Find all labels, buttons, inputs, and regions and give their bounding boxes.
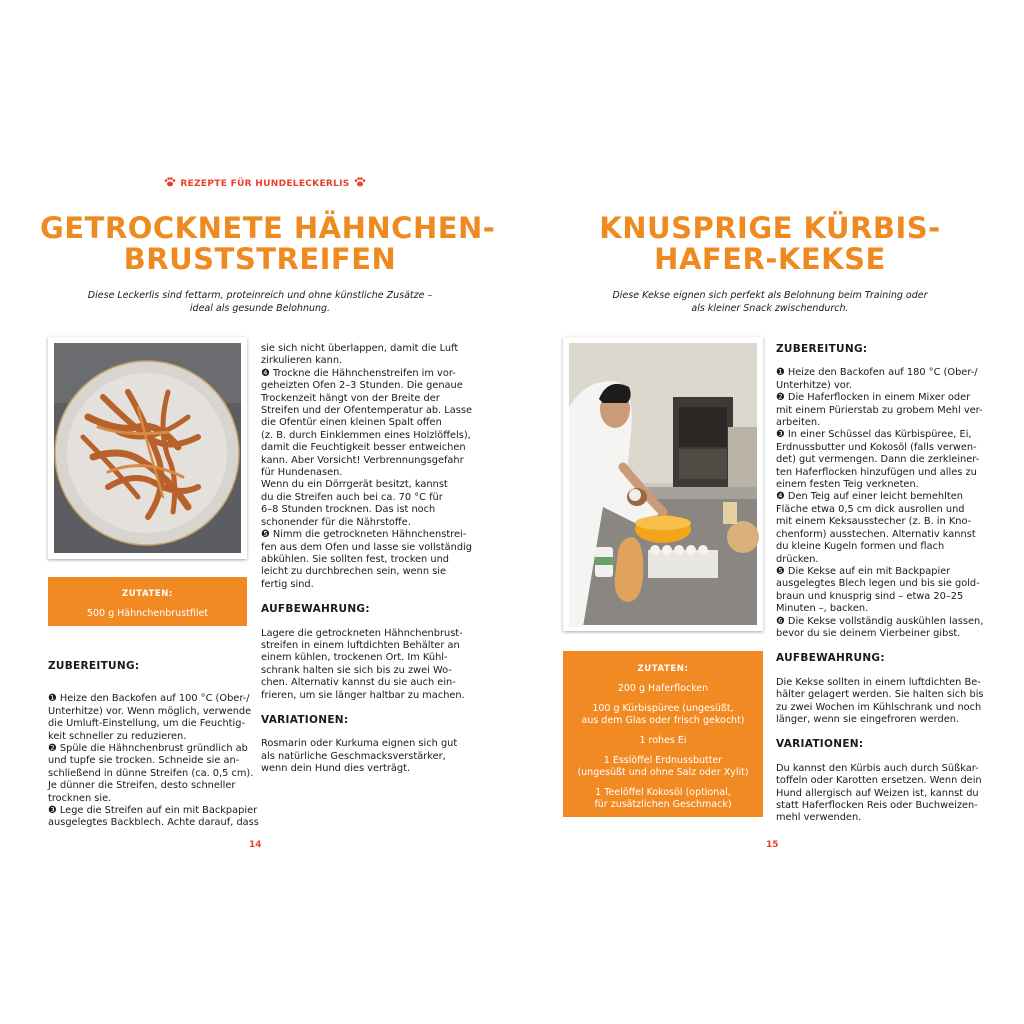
prep-heading: ZUBEREITUNG: <box>48 660 140 672</box>
text-line: schließend in dünne Streifen (ca. 0,5 cm). <box>48 767 254 779</box>
text-line: keit schneller zu reduzieren. <box>48 730 187 742</box>
subtitle-line: ideal als gesunde Belohnung. <box>189 303 331 314</box>
text-line: ausgelegtes Blech legen und bis sie gold- <box>776 578 980 590</box>
page-number: 14 <box>249 840 262 850</box>
storage-heading: AUFBEWAHRUNG: <box>261 603 370 616</box>
ingredient-item: 200 g Haferflocken <box>617 683 709 694</box>
text-line: hälter gelagert werden. Sie halten sich bis <box>776 689 984 701</box>
ingredients-title: ZUTATEN: <box>637 664 689 674</box>
text-line: Rosmarin oder Kurkuma eignen sich gut <box>261 738 458 750</box>
recipe-subtitle <box>560 289 980 315</box>
recipe-title <box>550 213 990 275</box>
text-line: ❷ Die Haferflocken in einem Mixer oder <box>776 392 971 404</box>
text-line: Unterhitze) vor. Wenn möglich, verwende <box>48 705 252 717</box>
ingredient-list <box>563 683 763 811</box>
ingredient-item: 100 g Kürbispüree (ungesüßt, aus dem Glas oder frisch gekocht) <box>581 703 745 726</box>
text-line: (z. B. durch Einklemmen eines Holzlöffels), <box>261 429 471 441</box>
ingredient-item: 500 g Hähnchenbrustfilet <box>86 608 209 619</box>
text-line: die Umluft-Einstellung, um die Feuchtig- <box>48 718 245 730</box>
text-line: für Hundenasen. <box>261 467 343 479</box>
text-line: ❹ Trockne die Hähnchenstreifen im vor- <box>261 367 456 379</box>
text-line: Je dünner die Streifen, desto schneller <box>48 780 236 792</box>
subtitle-line: Diese Kekse eignen sich perfekt als Belohnung beim Training oder <box>612 290 928 301</box>
text-line: Unterhitze) vor. <box>776 379 853 391</box>
running-header <box>120 177 410 193</box>
text-line: ❸ Lege die Streifen auf ein mit Backpapier <box>48 805 258 817</box>
text-line: bevor du sie deinem Vierbeiner gibst. <box>776 627 961 639</box>
text-line: Die Kekse sollten in einem luftdichten Be- <box>776 676 981 688</box>
text-line: einem kühlen, trockenen Ort. Im Kühl- <box>261 652 448 664</box>
variations-heading: VARIATIONEN: <box>261 713 349 726</box>
text-line: chenform) ausstechen. Alternativ kannst <box>776 528 976 540</box>
text-line: Fläche etwa 0,5 cm dick ausrollen und <box>776 503 965 515</box>
ingredient-item: 1 Teelöffel Kokosöl (optional, für zusätzlichen Geschmack) <box>594 787 732 810</box>
right-column <box>776 343 986 825</box>
text-line: chen. Alternativ kannst du sie auch ein- <box>261 677 456 689</box>
text-line: geheizten Ofen 2–3 Stunden. Die genaue <box>261 380 463 392</box>
ingredients-box <box>48 577 247 626</box>
text-line: zirkulieren kann. <box>261 355 343 367</box>
paw-icon <box>354 177 366 187</box>
text-line: fen aus dem Ofen und lasse sie vollständig <box>261 541 472 553</box>
text-line: leicht zu durchbrechen sein, wenn sie <box>261 566 447 578</box>
text-line: braun und knusprig sind – etwa 20–25 <box>776 590 964 602</box>
text-line: damit die Feuchtigkeit besser entweichen <box>261 442 466 454</box>
recipe-subtitle <box>50 289 470 315</box>
title-line: BRUSTSTREIFEN <box>123 242 397 276</box>
storage-text <box>261 628 471 702</box>
text-line: als natürliche Geschmacksverstärker, <box>261 750 446 762</box>
text-line: Hund allergisch auf Weizen ist, kannst du <box>776 787 979 799</box>
text-line: ❶ Heize den Backofen auf 180 °C (Ober-/ <box>776 367 978 379</box>
text-line: ❹ Den Teig auf einer leicht bemehlten <box>776 491 963 503</box>
text-line: Streifen und der Ofentemperatur ab. Lasse <box>261 405 472 417</box>
kitchen-baking-photo <box>563 337 763 631</box>
text-line: und tupfe sie trocken. Schneide sie an- <box>48 755 240 767</box>
text-line: ten Haferflocken hinzufügen und alles zu <box>776 466 977 478</box>
text-line: kann. Aber Vorsicht! Verbrennungsgefahr <box>261 454 464 466</box>
left-column-2 <box>261 343 471 776</box>
text-line: Erdnussbutter und Kokosöl (falls verwen- <box>776 441 977 453</box>
text-line: streifen in einem luftdichten Behälter an <box>261 639 460 651</box>
text-line: zu zwei Wochen im Kühlschrank und noch <box>776 701 982 713</box>
text-line: trocknen sie. <box>48 792 112 804</box>
text-line: det) gut vermengen. Dann die zerkleiner- <box>776 454 980 466</box>
chicken-strips-photo <box>48 337 247 559</box>
ingredients-box <box>563 651 763 817</box>
ingredient-item: 1 Esslöffel Erdnussbutter (ungesüßt und ohne Salz oder Xylit) <box>577 755 749 778</box>
text-line: ❺ Die Kekse auf ein mit Backpapier <box>776 565 951 577</box>
text-line: du die Streifen auch bei ca. 70 °C für <box>261 491 443 503</box>
text-line: ausgelegtes Backblech. Achte darauf, dass <box>48 817 259 829</box>
ingredient-item: 1 rohes Ei <box>639 735 687 746</box>
text-line: ❺ Nimm die getrockneten Hähnchenstrei- <box>261 529 467 541</box>
text-line: ❻ Die Kekse vollständig auskühlen lassen, <box>776 615 984 627</box>
title-line: GETROCKNETE HÄHNCHEN- <box>40 211 496 245</box>
text-line: Minuten –, backen. <box>776 603 869 615</box>
prep-text <box>776 367 986 640</box>
text-line: länger, wenn sie eingefroren werden. <box>776 713 960 725</box>
text-line: du kleine Kugeln formen und flach <box>776 541 945 553</box>
recipe-title <box>40 211 496 276</box>
left-column-1 <box>48 660 259 830</box>
text-line: frieren, um sie länger haltbar zu machen. <box>261 689 465 701</box>
text-line: ❸ In einer Schüssel das Kürbispüree, Ei, <box>776 429 972 441</box>
text-line: statt Haferflocken Reis oder Buchweizen- <box>776 800 978 811</box>
text-line: Lagere die getrockneten Hähnchenbrust- <box>261 627 463 639</box>
page-number: 15 <box>766 840 779 850</box>
text-line: schonender für die Nährstoffe. <box>261 516 411 528</box>
text-line: ❶ Heize den Backofen auf 100 °C (Ober-/ <box>48 693 250 705</box>
title-line: KNUSPRIGE KÜRBIS- <box>599 211 941 245</box>
text-line: drücken. <box>776 553 819 565</box>
text-line: ❷ Spüle die Hähnchenbrust gründlich ab <box>48 743 248 755</box>
text-line: toffeln oder Karotten ersetzen. Wenn dein <box>776 775 982 787</box>
storage-heading: AUFBEWAHRUNG: <box>776 652 885 665</box>
variations-text <box>261 738 471 775</box>
text-line: mehl verwenden. <box>776 812 862 824</box>
prep-text <box>48 693 259 829</box>
recipe-photo <box>48 337 247 559</box>
text-line: abkühlen. Sie sollten fest, trocken und <box>261 553 450 565</box>
text-line: Du kannst den Kürbis auch durch Süßkar- <box>776 762 979 774</box>
text-line: einem festen Teig verkneten. <box>776 479 919 491</box>
text-line: 6–8 Stunden trocknen. Das ist noch <box>261 504 436 516</box>
text-line: die Ofentür einen kleinen Spalt offen <box>261 417 442 429</box>
recipe-photo <box>563 337 763 631</box>
running-header-text: REZEPTE FÜR HUNDELECKERLIS <box>180 179 350 189</box>
subtitle-line: Diese Leckerlis sind fettarm, proteinreich und ohne künstliche Zusätze – <box>87 290 433 301</box>
ingredients-title: ZUTATEN: <box>121 589 174 599</box>
text-line: Wenn du ein Dörrgerät besitzt, kannst <box>261 479 448 491</box>
variations-heading: VARIATIONEN: <box>776 738 864 751</box>
text-line: mit einem Pürierstab zu grobem Mehl ver- <box>776 404 983 416</box>
variations-text <box>776 763 986 825</box>
text-line: arbeiten. <box>776 417 821 429</box>
storage-text <box>776 677 986 727</box>
text-line: mit einem Keksausstecher (z. B. in Kno- <box>776 516 972 528</box>
text-line: sie sich nicht überlappen, damit die Luft <box>261 343 459 354</box>
prep-heading: ZUBEREITUNG: <box>776 343 868 355</box>
paw-icon <box>164 177 176 187</box>
text-line: schrank halten sie sich bis zu zwei Wo- <box>261 664 452 676</box>
text-line: fertig sind. <box>261 578 314 590</box>
subtitle-line: als kleiner Snack zwischendurch. <box>691 303 849 314</box>
prep-text-cont <box>261 343 471 591</box>
text-line: wenn dein Hund dies verträgt. <box>261 763 411 775</box>
title-line: HAFER-KEKSE <box>654 242 886 276</box>
text-line: Trockenzeit hängt von der Breite der <box>261 392 440 404</box>
